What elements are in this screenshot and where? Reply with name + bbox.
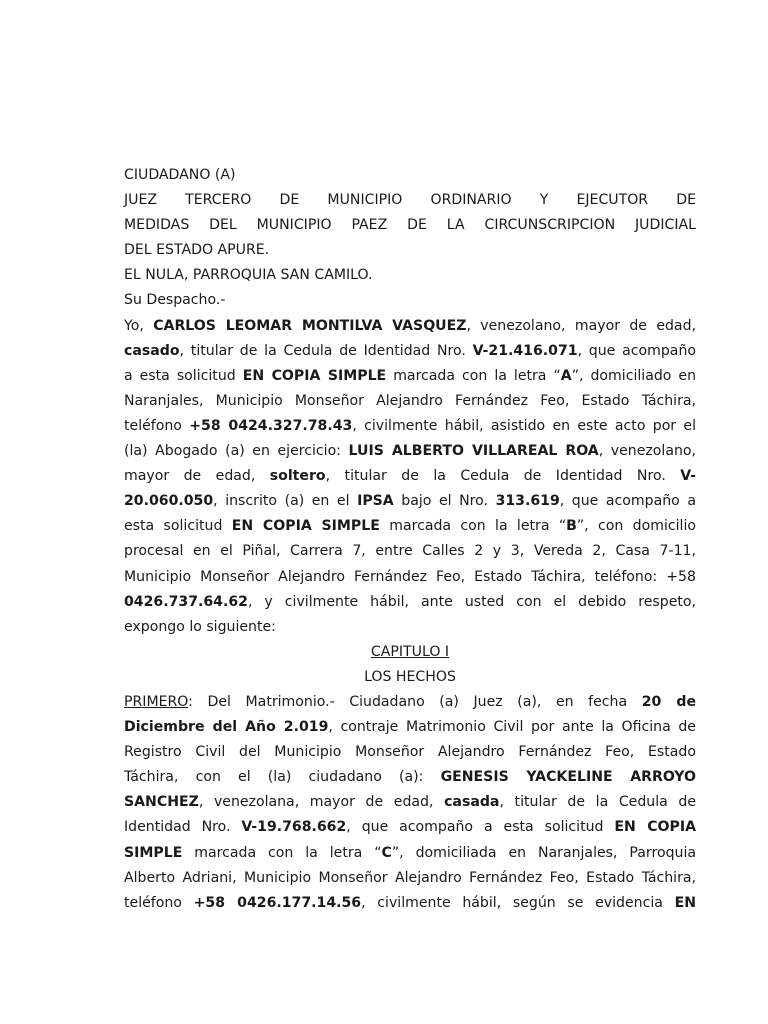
addressee-line-2: JUEZ TERCERO DE MUNICIPIO ORDINARIO Y EJECUTOR DE <box>124 192 696 209</box>
addressee-line-5: EL NULA, PARROQUIA SAN CAMILO. <box>124 267 373 284</box>
addressee-line-1: CIUDADANO (A) <box>124 167 236 183</box>
intro-line-3: a esta solicitud EN COPIA SIMPLE marcada con la letra “A”, domiciliado en <box>124 367 697 384</box>
petitioner-phone: +58 0424.327.78.43 <box>189 417 353 434</box>
intro-line-10: procesal en el Piñal, Carrera 7, entre Calles 2 y 3, Vereda 2, Casa 7-11, <box>124 543 696 560</box>
addressee-line-3: MEDIDAS DEL MUNICIPIO PAEZ DE LA CIRCUNSCRIPCION JUDICIAL <box>124 217 696 234</box>
lawyer-phone: 0426.737.64.62 <box>124 593 248 610</box>
lawyer-id: 20.060.050 <box>124 493 214 510</box>
primero-line-8: Alberto Adriani, Municipio Monseñor Alejandro Fernández Feo, Estado Táchira, <box>124 869 696 886</box>
primero-line-3: Registro Civil del Municipio Monseñor Alejandro Fernández Feo, Estado <box>124 744 696 761</box>
primero-line-4: Táchira, con el (la) ciudadano (a): GENESIS YACKELINE ARROYO <box>124 769 696 786</box>
intro-line-12: 0426.737.64.62, y civilmente hábil, ante usted con el debido respeto, <box>124 593 696 610</box>
addressee-line-4: DEL ESTADO APURE. <box>124 242 270 259</box>
intro-line-9: esta solicitud EN COPIA SIMPLE marcada con la letra “B”, con domicilio <box>124 518 696 535</box>
intro-line-1: Yo, CARLOS LEOMAR MONTILVA VASQUEZ, venezolano, mayor de edad, <box>124 317 696 334</box>
primero-line-9: teléfono +58 0426.177.14.56, civilmente hábil, según se evidencia EN <box>124 894 697 911</box>
petitioner-id: V-21.416.071 <box>472 342 578 359</box>
lawyer-name: LUIS ALBERTO VILLAREAL ROA <box>348 443 599 460</box>
primero-line-7: SIMPLE marcada con la letra “C”, domiciliada en Naranjales, Parroquia <box>124 844 696 861</box>
intro-line-5: teléfono +58 0424.327.78.43, civilmente hábil, asistido en este acto por el <box>124 417 697 434</box>
intro-line-2: casado, titular de la Cedula de Identidad Nro. V-21.416.071, que acompaño <box>124 342 696 359</box>
chapter-subtitle: LOS HECHOS <box>364 668 456 685</box>
primero-line-2: Diciembre del Año 2.019, contraje Matrimonio Civil por ante la Oficina de <box>124 719 696 736</box>
intro-line-4: Naranjales, Municipio Monseñor Alejandro Fernández Feo, Estado Táchira, <box>124 392 696 409</box>
primero-label: PRIMERO <box>124 693 189 710</box>
intro-line-13: expongo lo siguiente: <box>124 618 276 635</box>
chapter-title: CAPITULO I <box>370 643 450 660</box>
spouse-phone: +58 0426.177.14.56 <box>193 894 362 911</box>
primero-line-1: PRIMERO: Del Matrimonio.- Ciudadano (a) Juez (a), en fecha 20 de <box>124 693 696 710</box>
document-body <box>124 163 696 916</box>
primero-line-6: Identidad Nro. V-19.768.662, que acompaño a esta solicitud EN COPIA <box>124 819 696 836</box>
salutation: Su Despacho.- <box>124 292 226 309</box>
intro-line-7: mayor de edad, soltero, titular de la Cedula de Identidad Nro. V- <box>124 468 696 485</box>
spouse-name: GENESIS YACKELINE ARROYO <box>440 769 696 786</box>
primero-line-5: SANCHEZ, venezolana, mayor de edad, casada, titular de la Cedula de <box>124 794 696 811</box>
spouse-id: V-19.768.662 <box>241 819 347 836</box>
intro-line-11: Municipio Monseñor Alejandro Fernández Feo, Estado Táchira, teléfono: +58 <box>124 568 696 585</box>
intro-line-6: (la) Abogado (a) en ejercicio: LUIS ALBERTO VILLAREAL ROA, venezolano, <box>124 443 697 460</box>
intro-line-8: 20.060.050, inscrito (a) en el IPSA bajo el Nro. 313.619, que acompaño a <box>124 493 696 510</box>
petitioner-name: CARLOS LEOMAR MONTILVA VASQUEZ <box>153 317 467 334</box>
